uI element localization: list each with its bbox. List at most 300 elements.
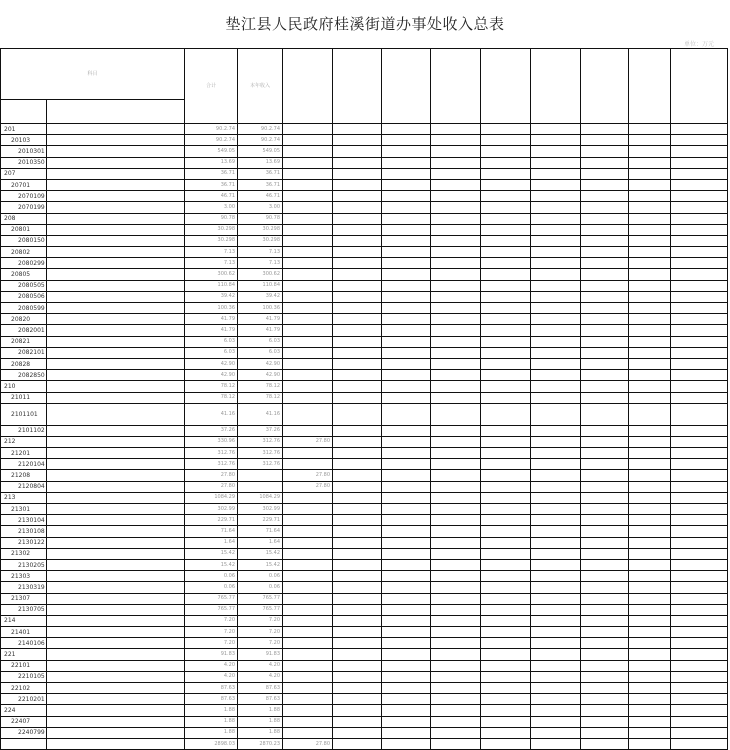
third-col-cell xyxy=(283,627,333,638)
table-row xyxy=(1,258,728,269)
empty-cell xyxy=(629,157,671,168)
empty-cell xyxy=(671,425,728,436)
empty-cell xyxy=(382,247,431,258)
empty-cell xyxy=(629,515,671,526)
current-year-cell: 3.00 xyxy=(238,202,283,213)
third-col-cell xyxy=(283,213,333,224)
empty-cell xyxy=(382,336,431,347)
empty-cell xyxy=(629,582,671,593)
empty-cell xyxy=(671,459,728,470)
current-year-cell: 110.84 xyxy=(238,280,283,291)
total-cell: 87.63 xyxy=(185,683,238,694)
empty-cell xyxy=(581,235,629,246)
empty-cell xyxy=(382,638,431,649)
empty-cell xyxy=(629,559,671,570)
empty-cell xyxy=(382,649,431,660)
empty-cell xyxy=(581,705,629,716)
subject-name-cell xyxy=(47,235,185,246)
revenue-table xyxy=(0,48,728,750)
total-cell: 765.77 xyxy=(185,604,238,615)
empty-cell xyxy=(333,336,382,347)
third-col-cell xyxy=(283,235,333,246)
subject-name-cell xyxy=(47,202,185,213)
empty-cell xyxy=(671,627,728,638)
subject-code-cell: 2101101 xyxy=(1,403,47,425)
empty-cell xyxy=(333,683,382,694)
third-col-cell xyxy=(283,314,333,325)
empty-cell xyxy=(629,537,671,548)
empty-cell xyxy=(629,492,671,503)
empty-cell xyxy=(382,727,431,738)
empty-cell xyxy=(531,548,581,559)
third-col-cell xyxy=(283,247,333,258)
empty-cell xyxy=(382,258,431,269)
subject-name-cell xyxy=(47,638,185,649)
header-col-8 xyxy=(531,49,581,124)
empty-cell xyxy=(431,157,481,168)
total-cell: 78.12 xyxy=(185,392,238,403)
empty-cell xyxy=(382,202,431,213)
empty-cell xyxy=(671,660,728,671)
unit-label: 单位：万元 xyxy=(683,41,714,48)
subject-name-cell xyxy=(47,314,185,325)
total-cell: 37.26 xyxy=(185,425,238,436)
empty-cell xyxy=(481,258,531,269)
empty-cell xyxy=(671,347,728,358)
third-col-cell xyxy=(283,135,333,146)
empty-cell xyxy=(333,671,382,682)
third-col-cell xyxy=(283,202,333,213)
empty-cell xyxy=(629,604,671,615)
subject-name-cell xyxy=(47,325,185,336)
total-cell: 100.36 xyxy=(185,303,238,314)
empty-cell xyxy=(629,258,671,269)
table-row xyxy=(1,582,728,593)
subject-code-cell: 2080506 xyxy=(1,291,47,302)
current-year-cell: 78.12 xyxy=(238,392,283,403)
empty-cell xyxy=(333,604,382,615)
total-cell: 91.83 xyxy=(185,649,238,660)
empty-cell xyxy=(531,146,581,157)
table-row xyxy=(1,515,728,526)
empty-cell xyxy=(629,638,671,649)
third-col-cell xyxy=(283,694,333,705)
empty-cell xyxy=(531,638,581,649)
table-row xyxy=(1,135,728,146)
empty-cell xyxy=(531,671,581,682)
empty-cell xyxy=(581,425,629,436)
empty-cell xyxy=(581,325,629,336)
empty-cell xyxy=(382,325,431,336)
total-cell: 302.99 xyxy=(185,504,238,515)
table-row xyxy=(1,235,728,246)
empty-cell xyxy=(629,481,671,492)
empty-cell xyxy=(481,638,531,649)
empty-cell xyxy=(431,738,481,749)
empty-cell xyxy=(481,303,531,314)
empty-cell xyxy=(629,671,671,682)
empty-cell xyxy=(671,213,728,224)
subject-code-cell: 2130319 xyxy=(1,582,47,593)
empty-cell xyxy=(531,459,581,470)
table-body xyxy=(1,124,728,750)
empty-cell xyxy=(531,403,581,425)
subject-code-cell: 224 xyxy=(1,705,47,716)
empty-cell xyxy=(431,146,481,157)
empty-cell xyxy=(481,448,531,459)
empty-cell xyxy=(333,660,382,671)
subject-code-cell: 2130108 xyxy=(1,526,47,537)
empty-cell xyxy=(629,448,671,459)
empty-cell xyxy=(531,135,581,146)
empty-cell xyxy=(333,325,382,336)
empty-cell xyxy=(531,448,581,459)
empty-cell xyxy=(481,202,531,213)
table-row xyxy=(1,504,728,515)
table-row xyxy=(1,213,728,224)
empty-cell xyxy=(431,168,481,179)
subject-code-cell: 2080599 xyxy=(1,303,47,314)
empty-cell xyxy=(581,615,629,626)
empty-cell xyxy=(481,615,531,626)
empty-cell xyxy=(581,269,629,280)
empty-cell xyxy=(382,224,431,235)
empty-cell xyxy=(333,146,382,157)
empty-cell xyxy=(431,627,481,638)
table-row xyxy=(1,660,728,671)
total-cell: 15.42 xyxy=(185,548,238,559)
empty-cell xyxy=(581,124,629,135)
empty-cell xyxy=(671,705,728,716)
empty-cell xyxy=(333,347,382,358)
empty-cell xyxy=(629,135,671,146)
total-cell: 90.2.74 xyxy=(185,124,238,135)
subject-code-cell: 2130705 xyxy=(1,604,47,615)
empty-cell xyxy=(671,694,728,705)
empty-cell xyxy=(431,370,481,381)
subject-name-cell xyxy=(47,425,185,436)
empty-cell xyxy=(481,157,531,168)
empty-cell xyxy=(671,638,728,649)
subject-name-cell xyxy=(47,492,185,503)
empty-cell xyxy=(671,280,728,291)
subject-name-cell xyxy=(47,124,185,135)
empty-cell xyxy=(581,258,629,269)
empty-cell xyxy=(481,627,531,638)
empty-cell xyxy=(382,481,431,492)
current-year-cell: 100.36 xyxy=(238,303,283,314)
empty-cell xyxy=(629,716,671,727)
empty-cell xyxy=(382,358,431,369)
empty-cell xyxy=(382,694,431,705)
table-row xyxy=(1,448,728,459)
total-cell: 7.13 xyxy=(185,247,238,258)
header-col-10 xyxy=(629,49,671,124)
current-year-cell: 4.20 xyxy=(238,660,283,671)
subject-name-cell xyxy=(47,403,185,425)
subject-code-cell: 2010350 xyxy=(1,157,47,168)
subject-code-cell: 20801 xyxy=(1,224,47,235)
subject-name-cell xyxy=(47,358,185,369)
empty-cell xyxy=(629,370,671,381)
empty-cell xyxy=(531,235,581,246)
current-year-cell xyxy=(238,470,283,481)
table-row xyxy=(1,738,728,749)
header-col-7 xyxy=(481,49,531,124)
empty-cell xyxy=(382,392,431,403)
empty-cell xyxy=(333,694,382,705)
total-cell: 229.71 xyxy=(185,515,238,526)
total-cell: 4.20 xyxy=(185,660,238,671)
empty-cell xyxy=(481,370,531,381)
empty-cell xyxy=(333,124,382,135)
third-col-cell xyxy=(283,492,333,503)
subject-code-cell: 21201 xyxy=(1,448,47,459)
empty-cell xyxy=(431,336,481,347)
empty-cell xyxy=(481,291,531,302)
table-row xyxy=(1,347,728,358)
empty-cell xyxy=(671,314,728,325)
third-col-cell xyxy=(283,179,333,190)
empty-cell xyxy=(431,392,481,403)
empty-cell xyxy=(581,504,629,515)
empty-cell xyxy=(382,157,431,168)
empty-cell xyxy=(382,436,431,447)
subject-code-cell: 2240799 xyxy=(1,727,47,738)
empty-cell xyxy=(531,526,581,537)
third-col-cell xyxy=(283,269,333,280)
table-row xyxy=(1,224,728,235)
empty-cell xyxy=(481,436,531,447)
empty-cell xyxy=(333,358,382,369)
empty-cell xyxy=(333,548,382,559)
empty-cell xyxy=(431,526,481,537)
total-cell: 30.298 xyxy=(185,224,238,235)
empty-cell xyxy=(382,537,431,548)
header-col-11 xyxy=(671,49,728,124)
empty-cell xyxy=(382,146,431,157)
total-cell: 312.76 xyxy=(185,459,238,470)
empty-cell xyxy=(629,336,671,347)
empty-cell xyxy=(431,280,481,291)
subject-code-cell: 221 xyxy=(1,649,47,660)
empty-cell xyxy=(431,124,481,135)
empty-cell xyxy=(382,168,431,179)
empty-cell xyxy=(671,247,728,258)
empty-cell xyxy=(382,671,431,682)
empty-cell xyxy=(333,303,382,314)
empty-cell xyxy=(481,358,531,369)
empty-cell xyxy=(531,470,581,481)
current-year-cell: 2870.23 xyxy=(238,738,283,749)
total-cell: 1.88 xyxy=(185,727,238,738)
empty-cell xyxy=(333,571,382,582)
empty-cell xyxy=(671,582,728,593)
total-cell: 1.88 xyxy=(185,705,238,716)
empty-cell xyxy=(382,738,431,749)
empty-cell xyxy=(531,615,581,626)
total-cell: 36.71 xyxy=(185,179,238,190)
third-col-cell xyxy=(283,593,333,604)
total-cell: 87.63 xyxy=(185,694,238,705)
empty-cell xyxy=(671,727,728,738)
total-cell: 3.00 xyxy=(185,202,238,213)
empty-cell xyxy=(382,280,431,291)
empty-cell xyxy=(333,213,382,224)
empty-cell xyxy=(481,515,531,526)
empty-cell xyxy=(671,179,728,190)
current-year-cell: 0.06 xyxy=(238,571,283,582)
empty-cell xyxy=(333,247,382,258)
total-cell: 41.79 xyxy=(185,325,238,336)
current-year-cell: 36.71 xyxy=(238,179,283,190)
subject-name-cell xyxy=(47,436,185,447)
empty-cell xyxy=(671,392,728,403)
total-cell: 312.76 xyxy=(185,448,238,459)
current-year-cell: 30.298 xyxy=(238,224,283,235)
empty-cell xyxy=(382,492,431,503)
subject-code-cell: 2010301 xyxy=(1,146,47,157)
page-title: 垫江县人民政府桂溪街道办事处收入总表 xyxy=(225,15,505,33)
empty-cell xyxy=(531,571,581,582)
empty-cell xyxy=(531,436,581,447)
empty-cell xyxy=(333,280,382,291)
empty-cell xyxy=(431,660,481,671)
empty-cell xyxy=(671,649,728,660)
table-row xyxy=(1,727,728,738)
current-year-cell: 312.76 xyxy=(238,436,283,447)
empty-cell xyxy=(671,448,728,459)
total-cell: 90.2.74 xyxy=(185,135,238,146)
empty-cell xyxy=(333,224,382,235)
empty-cell xyxy=(629,548,671,559)
subject-name-cell xyxy=(47,157,185,168)
empty-cell xyxy=(431,582,481,593)
header-col-1: 合计 xyxy=(185,49,238,124)
current-year-cell: 0.06 xyxy=(238,582,283,593)
empty-cell xyxy=(481,124,531,135)
empty-cell xyxy=(531,582,581,593)
third-col-cell xyxy=(283,258,333,269)
total-cell: 27.80 xyxy=(185,481,238,492)
empty-cell xyxy=(481,727,531,738)
empty-cell xyxy=(333,269,382,280)
empty-cell xyxy=(333,258,382,269)
empty-cell xyxy=(581,291,629,302)
empty-cell xyxy=(531,660,581,671)
subject-code-cell: 2080150 xyxy=(1,235,47,246)
empty-cell xyxy=(431,705,481,716)
total-cell: 1.88 xyxy=(185,716,238,727)
empty-cell xyxy=(581,381,629,392)
third-col-cell xyxy=(283,582,333,593)
empty-cell xyxy=(581,280,629,291)
empty-cell xyxy=(629,347,671,358)
empty-cell xyxy=(671,526,728,537)
table-row xyxy=(1,168,728,179)
total-cell: 41.16 xyxy=(185,403,238,425)
empty-cell xyxy=(531,705,581,716)
total-cell: 78.12 xyxy=(185,381,238,392)
subject-code-cell: 20820 xyxy=(1,314,47,325)
subject-name-cell xyxy=(47,593,185,604)
empty-cell xyxy=(431,571,481,582)
header-col-6 xyxy=(431,49,481,124)
empty-cell xyxy=(629,403,671,425)
empty-cell xyxy=(581,403,629,425)
third-col-cell xyxy=(283,191,333,202)
empty-cell xyxy=(581,370,629,381)
empty-cell xyxy=(581,224,629,235)
subject-code-cell: 21208 xyxy=(1,470,47,481)
empty-cell xyxy=(531,381,581,392)
current-year-cell: 87.63 xyxy=(238,683,283,694)
empty-cell xyxy=(671,571,728,582)
subject-name-cell xyxy=(47,448,185,459)
empty-cell xyxy=(481,470,531,481)
table-row xyxy=(1,571,728,582)
empty-cell xyxy=(382,660,431,671)
total-cell: 13.69 xyxy=(185,157,238,168)
total-cell: 0.06 xyxy=(185,571,238,582)
empty-cell xyxy=(581,694,629,705)
empty-cell xyxy=(481,425,531,436)
empty-cell xyxy=(671,168,728,179)
empty-cell xyxy=(581,559,629,570)
subject-code-cell: 20821 xyxy=(1,336,47,347)
empty-cell xyxy=(333,627,382,638)
empty-cell xyxy=(333,135,382,146)
empty-cell xyxy=(531,738,581,749)
empty-cell xyxy=(629,381,671,392)
empty-cell xyxy=(481,548,531,559)
subject-code-cell: 212 xyxy=(1,436,47,447)
empty-cell xyxy=(581,638,629,649)
subject-name-cell xyxy=(47,224,185,235)
empty-cell xyxy=(581,202,629,213)
table-row xyxy=(1,202,728,213)
empty-cell xyxy=(481,671,531,682)
subject-code-cell: 20802 xyxy=(1,247,47,258)
current-year-cell: 7.13 xyxy=(238,258,283,269)
empty-cell xyxy=(333,504,382,515)
third-col-cell xyxy=(283,727,333,738)
empty-cell xyxy=(671,135,728,146)
table-row xyxy=(1,559,728,570)
empty-cell xyxy=(581,157,629,168)
empty-cell xyxy=(431,649,481,660)
empty-cell xyxy=(333,537,382,548)
empty-cell xyxy=(531,492,581,503)
empty-cell xyxy=(382,370,431,381)
empty-cell xyxy=(333,727,382,738)
third-col-cell xyxy=(283,336,333,347)
subject-code-cell: 21302 xyxy=(1,548,47,559)
empty-cell xyxy=(531,515,581,526)
empty-cell xyxy=(431,213,481,224)
empty-cell xyxy=(671,492,728,503)
table-row xyxy=(1,705,728,716)
empty-cell xyxy=(531,727,581,738)
current-year-cell: 42.90 xyxy=(238,370,283,381)
table-row xyxy=(1,683,728,694)
empty-cell xyxy=(431,727,481,738)
empty-cell xyxy=(382,314,431,325)
subject-name-cell xyxy=(47,168,185,179)
third-col-cell xyxy=(283,705,333,716)
empty-cell xyxy=(581,627,629,638)
subject-name-cell xyxy=(47,146,185,157)
